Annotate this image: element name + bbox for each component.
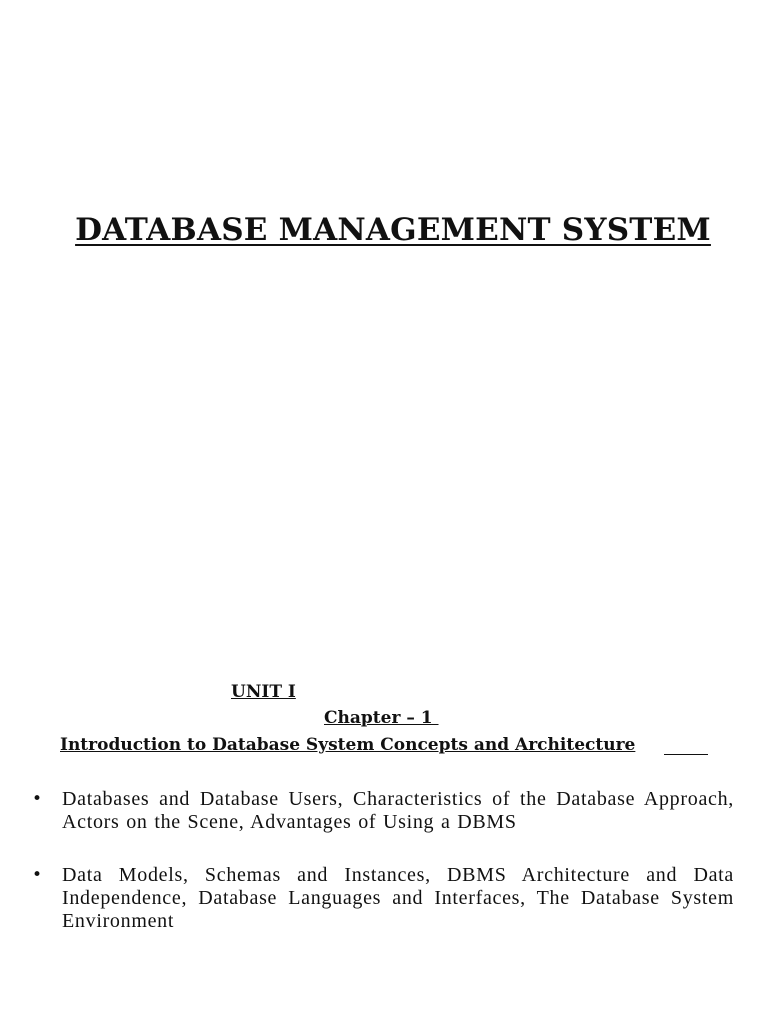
list-item (0, 864, 768, 933)
unit-label: UNIT I (231, 682, 296, 702)
chapter-title-underline-rule (664, 754, 708, 755)
topic-text: Databases and Database Users, Characteristics of the Database Approach, Actors on the Scene, Advantages of Using a DBMS (62, 788, 734, 833)
list-item (0, 788, 768, 834)
topic-list (0, 788, 768, 963)
topic-text: Data Models, Schemas and Instances, DBMS Architecture and Data Independence, Database Languages and Interfaces, The Database System Environment (62, 864, 734, 932)
bullet-icon: • (32, 789, 43, 809)
bullet-icon: • (32, 865, 43, 885)
page-title: DATABASE MANAGEMENT SYSTEM (75, 212, 711, 248)
chapter-title: Introduction to Database System Concepts and Architecture (60, 735, 636, 755)
chapter-label: Chapter – 1 (324, 708, 439, 728)
